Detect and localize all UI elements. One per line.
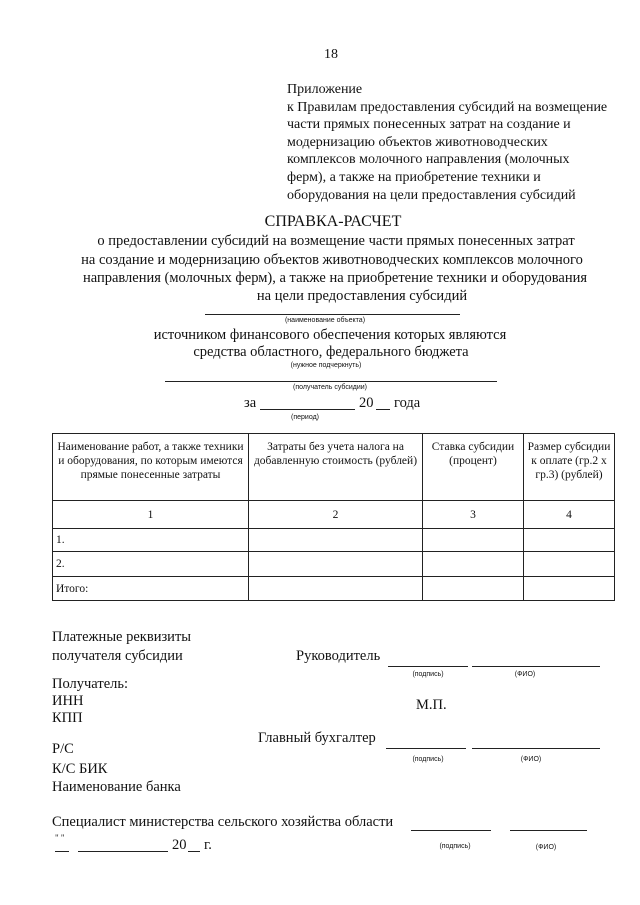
page-number: 18 (324, 47, 338, 62)
header-cell: Наименование работ, а также техники и оборудования, по которым имеются прямые понесенные затраты (53, 434, 249, 501)
table-row (53, 552, 615, 577)
ks-bik-label: К/С БИК (52, 761, 108, 777)
row-label: 2. (53, 552, 249, 577)
name-line (510, 830, 587, 831)
cell (249, 577, 423, 601)
accountant-label: Главный бухгалтер (258, 730, 376, 746)
requisites-title: Платежные реквизиты (52, 629, 192, 645)
specialist-label: Специалист министерства сельского хозяйства области (52, 814, 394, 830)
appendix-line: части прямых понесенных затрат на создание и (287, 117, 571, 133)
period-prefix: за (244, 395, 257, 411)
heading-line: о предоставлении субсидий на возмещение части прямых понесенных затрат (97, 233, 575, 249)
funding-line: средства областного, федерального бюджета (193, 344, 469, 360)
year-line (188, 851, 200, 852)
cell (423, 577, 524, 601)
column-number: 2 (249, 501, 423, 529)
cell (524, 529, 615, 552)
kpp-label: КПП (52, 710, 83, 726)
appendix-line: ферм), а также на приобретение техники и (287, 169, 541, 185)
cell (249, 529, 423, 552)
heading-line: на создание и модернизацию объектов животноводческих комплексов молочного (81, 252, 583, 268)
cell (423, 552, 524, 577)
year-line (376, 409, 390, 410)
calculation-table (52, 433, 615, 601)
object-caption: (наименование объекта) (284, 317, 366, 324)
heading-line: на цели предоставления субсидий (256, 288, 468, 304)
name-line (472, 666, 600, 667)
heading-line: направления (молочных ферм), а также на приобретение техники и оборудования (82, 270, 588, 286)
signature-caption: (подпись) (439, 843, 471, 850)
appendix-line: к Правилам предоставления субсидий на возмещение (287, 99, 608, 115)
requisites-title: получателя субсидии (52, 648, 183, 664)
name-caption: (ФИО) (520, 756, 542, 763)
period-caption: (период) (291, 414, 319, 421)
name-caption: (ФИО) (535, 844, 557, 851)
bank-label: Наименование банка (52, 779, 181, 795)
header-cell: Размер субсидии к оплате (гр.2 х гр.3) (рублей) (524, 434, 615, 501)
stamp-label: М.П. (416, 697, 447, 713)
cell (524, 552, 615, 577)
column-number: 3 (423, 501, 524, 529)
head-label: Руководитель (296, 648, 381, 664)
header-cell: Затраты без учета налога на добавленную стоимость (рублей) (249, 434, 423, 501)
table-row (53, 529, 615, 552)
date-quotes: " " (55, 833, 65, 843)
recipient-caption: (получатель субсидии) (293, 384, 367, 391)
column-number: 1 (53, 501, 249, 529)
cell (249, 552, 423, 577)
month-line (78, 851, 168, 852)
appendix-block (287, 81, 607, 204)
signature-caption: (подпись) (412, 671, 444, 678)
date-suffix: г. (204, 837, 212, 853)
cell (524, 577, 615, 601)
recipient-label: Получатель: (52, 676, 129, 692)
header-cell: Ставка субсидии (процент) (423, 434, 524, 501)
signature-caption: (подпись) (412, 756, 444, 763)
recipient-line (165, 381, 497, 382)
name-line (472, 748, 600, 749)
day-line (55, 851, 69, 852)
funding-line: источником финансового обеспечения которых являются (153, 327, 507, 343)
row-label: 1. (53, 529, 249, 552)
cell (423, 529, 524, 552)
appendix-title: Приложение (287, 82, 363, 97)
column-number: 4 (524, 501, 615, 529)
object-name-line (205, 314, 460, 315)
table-row (53, 577, 615, 601)
name-caption: (ФИО) (514, 671, 536, 678)
underline-caption: (нужное подчеркнуть) (290, 362, 362, 369)
inn-label: ИНН (52, 693, 84, 709)
document-title: СПРАВКА-РАСЧЕТ (264, 213, 402, 230)
period-year: 20 (359, 395, 374, 411)
appendix-line: комплексов молочного направления (молочных (287, 152, 570, 168)
period-line (260, 409, 355, 410)
signature-line (411, 830, 491, 831)
rs-label: Р/С (52, 741, 74, 757)
date-year: 20 (172, 837, 187, 853)
appendix-line: модернизацию объектов животноводческих (287, 134, 548, 150)
appendix-line: оборудования на цели предоставления субсидий (287, 187, 576, 203)
signature-line (388, 666, 468, 667)
period-suffix: года (394, 395, 421, 411)
row-label: Итого: (53, 577, 249, 601)
signature-line (386, 748, 466, 749)
